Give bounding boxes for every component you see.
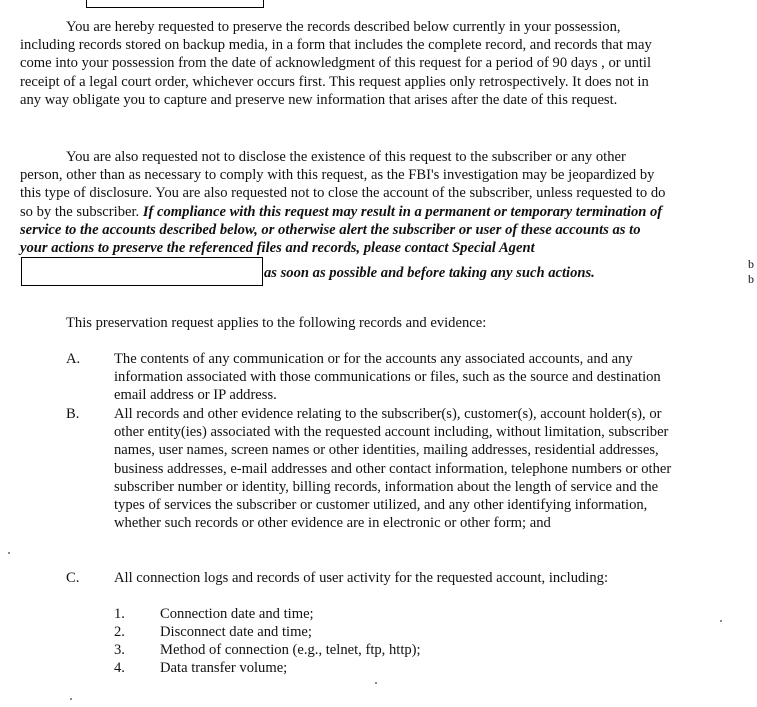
- list-letter: A.: [66, 351, 81, 367]
- compliance-warning-text-end: as soon as possible and before taking any such actions.: [264, 265, 595, 282]
- paragraph-nondisclosure: [20, 148, 670, 286]
- list-item-text: All records and other evidence relating to the subscriber(s), customer(s), account holder(s), or other entity(ies) associated with the requested account including, without limitation, subscriber names, user names, screen names or other identities, mailing addresses, residential addresses, business addresses, e-mail addresses and other contact information, telephone numbers or other subscriber number or identity, billing records, information about the length of service and the types of services the subscriber or customer utilized, and any other identifying information, whether such records or other evidence are in electronic or other form; and: [114, 406, 672, 532]
- paragraph-preserve-text: You are hereby requested to preserve the records described below currently in your possession, including records stored on backup media, in a form that includes the complete record, and records that may come into your possession from the date of acknowledgment of this request for a period of 90 days , or until receipt of a legal court order, whichever occurs first. This request applies only retrospectively. It does not in any way obligate you to capture and preserve new information that arises after the date of this request.: [20, 19, 652, 108]
- records-intro: This preservation request applies to the following records and evidence:: [66, 315, 487, 331]
- sub-item-number: 3.: [114, 642, 125, 658]
- redaction-code-mark: b: [748, 272, 754, 286]
- list-letter: B.: [66, 406, 80, 422]
- sub-item-number: 2.: [114, 624, 125, 640]
- sub-item-text: Method of connection (e.g., telnet, ftp, http);: [160, 642, 421, 658]
- sub-item-text: Connection date and time;: [160, 606, 314, 622]
- sub-item-text: Data transfer volume;: [160, 660, 288, 676]
- list-letter: C.: [66, 570, 80, 586]
- sub-item-number: 4.: [114, 660, 125, 676]
- redaction-box-top: [86, 0, 264, 8]
- redaction-code-mark: b: [748, 257, 754, 271]
- sub-item-number: 1.: [114, 606, 125, 622]
- compliance-warning-text: If compliance with this request may result in a permanent or temporary termination of service to the accounts described below, or otherwise alert the subscriber or user of these accounts as to your actions to preserve the referenced files and records, please contact Special Agent: [20, 203, 663, 257]
- scan-speck: [70, 698, 72, 700]
- list-item-text: The contents of any communication or for the accounts any associated accounts, and any information associated with those communications or files, such as the source and destination email address or IP address.: [114, 351, 661, 404]
- scan-speck: [8, 552, 10, 554]
- list-item-text: All connection logs and records of user activity for the requested account, including:: [114, 570, 609, 586]
- sub-item-text: Disconnect date and time;: [160, 624, 312, 640]
- redaction-box-agent-name: [21, 257, 263, 286]
- nondisclosure-text: You are also requested not to disclose the existence of this request to the subscriber or any other person, other than as necessary to comply with this request, as the FBI's investigation may be jeopardized by this type of disclosure. You are also requested not to close the account of the subscriber, unless requested to do so by the subscriber.: [20, 149, 666, 220]
- scan-speck: [375, 682, 377, 684]
- scan-speck: [720, 620, 722, 622]
- paragraph-preserve-request: [20, 18, 670, 109]
